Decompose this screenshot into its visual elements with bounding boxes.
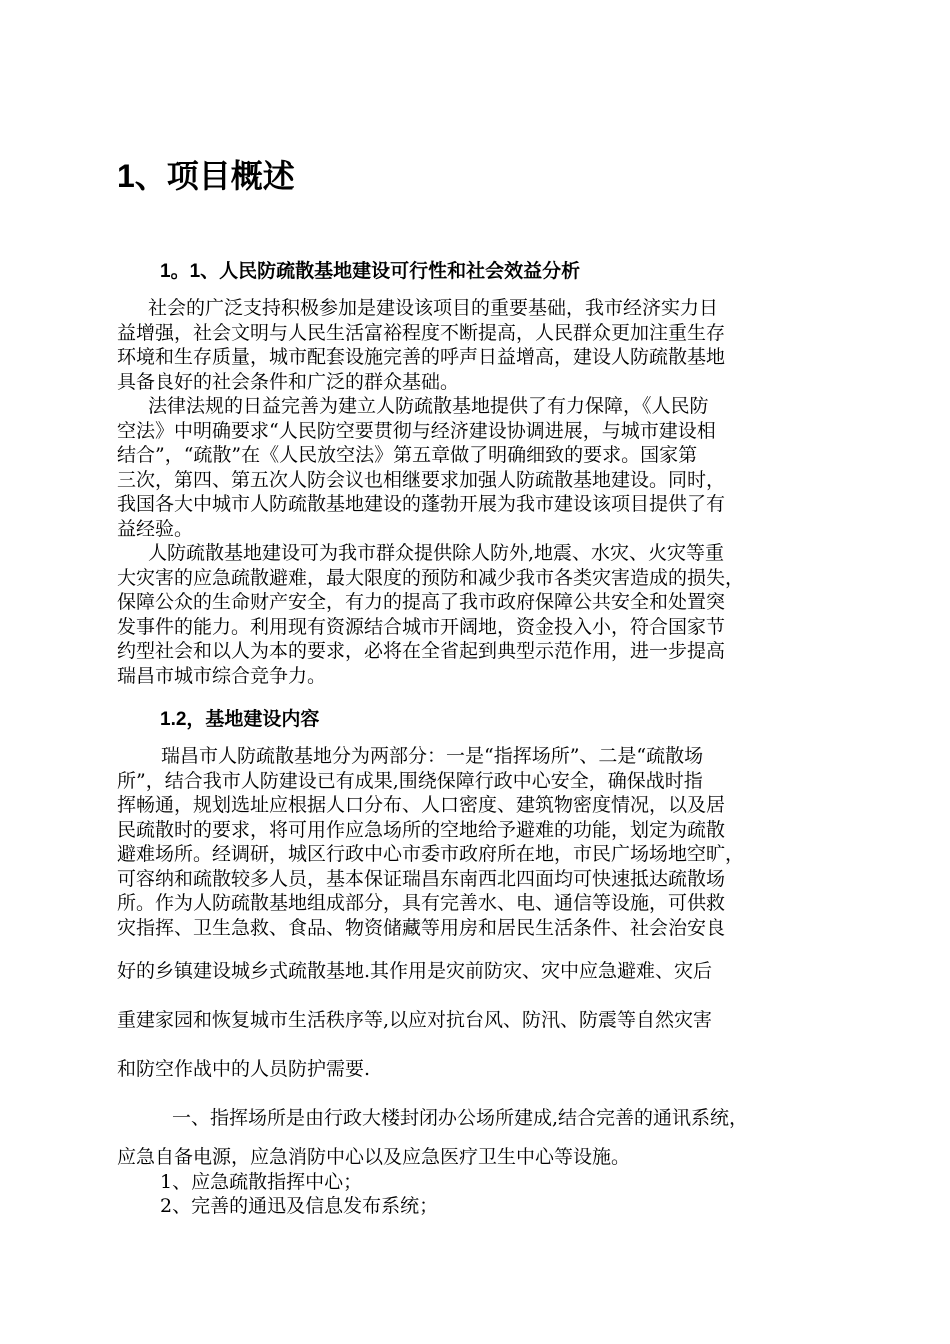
text-line: 所。作为人防疏散基地组成部分，具有完善水、电、通信等设施，可供救: [117, 892, 726, 914]
text-line: 社会的广泛支持积极参加是建设该项目的重要基础，我市经济实力日: [148, 297, 719, 319]
text-line: 大灾害的应急疏散避难，最大限度的预防和减少我市各类灾害造成的损失，: [117, 566, 745, 589]
text-line: 瑞昌市人防疏散基地分为两部分：一是“指挥场所”、二是“疏散场: [161, 745, 704, 767]
list-item: 2、完善的通迅及信息发布系统；: [160, 1195, 439, 1217]
text-line: 益经验。: [117, 517, 194, 540]
text-line: 人防疏散基地建设可为我市群众提供除人防外,地震、水灾、火灾等重: [148, 542, 725, 564]
text-line: 可容纳和疏散较多人员，基本保证瑞昌东南西北四面均可快速抵达疏散场: [117, 867, 726, 890]
text-line: 三次，第四、第五次人防会议也相继要求加强人防疏散基地建设。同时，: [117, 468, 726, 491]
text-line: 发事件的能力。利用现有资源结合城市开阔地，资金投入小，符合国家节: [117, 615, 726, 638]
section-1-2-title: 1.2，基地建设内容: [160, 709, 320, 730]
page-title: 1、项目概述: [117, 158, 295, 194]
text-line: 和防空作战中的人员防护需要.: [117, 1058, 371, 1080]
text-line: 一、指挥场所是由行政大楼封闭办公场所建成,结合完善的通讯系统，: [172, 1107, 749, 1129]
text-line: 益增强，社会文明与人民生活富裕程度不断提高，人民群众更加注重生存: [117, 321, 726, 344]
list-item: 1、应急疏散指挥中心；: [160, 1171, 363, 1193]
text-line: 瑞昌市城市综合竞争力。: [117, 664, 327, 687]
paragraph-1-1-2: [117, 394, 837, 541]
text-line: 应急自备电源，应急消防中心以及应急医疗卫生中心等设施。: [117, 1146, 631, 1168]
paragraph-1-2-1: [117, 744, 837, 940]
paragraph-1-1-3: [117, 541, 837, 688]
text-line: 挥畅通，规划选址应根据人口分布、人口密度、建筑物密度情况，以及居: [117, 794, 726, 816]
paragraph-1-1-1: [117, 296, 837, 394]
section-1-1-title: 1。1、人民防疏散基地建设可行性和社会效益分析: [160, 261, 581, 282]
text-line: 民疏散时的要求，将可用作应急场所的空地给予避难的功能，划定为疏散: [117, 818, 726, 841]
text-line: 好的乡镇建设城乡式疏散基地.其作用是灾前防灾、灾中应急避难、灾后: [117, 960, 713, 982]
text-line: 具备良好的社会条件和广泛的群众基础。: [117, 370, 460, 393]
text-line: 灾指挥、卫生急救、食品、物资储藏等用房和居民生活条件、社会治安良: [117, 916, 726, 939]
text-line: 重建家园和恢复城市生活秩序等,以应对抗台风、防汛、防震等自然灾害: [117, 1009, 713, 1031]
text-line: 保障公众的生命财产安全，有力的提高了我市政府保障公共安全和处置突: [117, 591, 726, 613]
text-line: 空法》中明确要求“人民防空要贯彻与经济建设协调进展，与城市建设相: [117, 419, 716, 442]
text-line: 所”，结合我市人防建设已有成果,围绕保障行政中心安全，确保战时指: [117, 769, 703, 792]
text-line: 环境和生存质量，城市配套设施完善的呼声日益增高，建设人防疏散基地: [117, 346, 726, 368]
text-line: 我国各大中城市人防疏散基地建设的蓬勃开展为我市建设该项目提供了有: [117, 493, 726, 515]
text-line: 避难场所。经调研，城区行政中心市委市政府所在地，市民广场场地空旷，: [117, 843, 745, 865]
text-line: 约型社会和以人为本的要求，必将在全省起到典型示范作用，进一步提高: [117, 640, 726, 662]
text-line: 结合”，“疏散”在《人民放空法》第五章做了明确细致的要求。国家第: [117, 444, 698, 466]
text-line: 法律法规的日益完善为建立人防疏散基地提供了有力保障，《人民防: [148, 395, 709, 417]
